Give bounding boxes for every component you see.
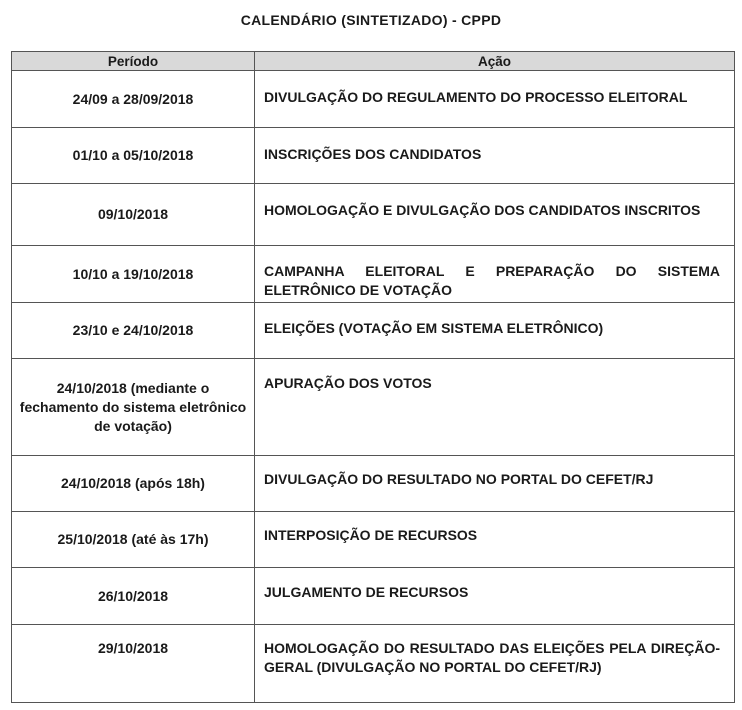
action-cell: INSCRIÇÕES DOS CANDIDATOS xyxy=(255,128,735,184)
table-row xyxy=(12,359,735,456)
period-cell: 23/10 e 24/10/2018 xyxy=(12,303,255,359)
action-cell: DIVULGAÇÃO DO REGULAMENTO DO PROCESSO ELEITORAL xyxy=(255,71,735,128)
period-cell: 29/10/2018 xyxy=(12,625,255,703)
action-cell: HOMOLOGAÇÃO E DIVULGAÇÃO DOS CANDIDATOS INSCRITOS xyxy=(255,184,735,246)
table-row xyxy=(12,184,735,246)
action-cell: INTERPOSIÇÃO DE RECURSOS xyxy=(255,512,735,568)
action-column-header: Ação xyxy=(255,52,735,71)
table-row xyxy=(12,303,735,359)
action-cell: APURAÇÃO DOS VOTOS xyxy=(255,359,735,456)
period-cell: 10/10 a 19/10/2018 xyxy=(12,246,255,303)
document-title: CALENDÁRIO (SINTETIZADO) - CPPD xyxy=(240,12,502,28)
table-row xyxy=(12,568,735,625)
period-cell: 01/10 a 05/10/2018 xyxy=(12,128,255,184)
period-column-header: Período xyxy=(12,52,255,71)
period-cell: 26/10/2018 xyxy=(12,568,255,625)
table-row xyxy=(12,512,735,568)
table-row xyxy=(12,456,735,512)
calendar-table xyxy=(11,51,735,703)
table-row xyxy=(12,128,735,184)
period-cell: 09/10/2018 xyxy=(12,184,255,246)
table-row xyxy=(12,71,735,128)
action-cell: JULGAMENTO DE RECURSOS xyxy=(255,568,735,625)
period-cell: 24/10/2018 (após 18h) xyxy=(12,456,255,512)
period-cell: 25/10/2018 (até às 17h) xyxy=(12,512,255,568)
table-row xyxy=(12,246,735,303)
action-cell: HOMOLOGAÇÃO DO RESULTADO DAS ELEIÇÕES PELA DIREÇÃO-GERAL (DIVULGAÇÃO NO PORTAL DO CEFET/RJ) xyxy=(255,625,735,703)
action-cell: DIVULGAÇÃO DO RESULTADO NO PORTAL DO CEFET/RJ xyxy=(255,456,735,512)
table-header-row xyxy=(12,52,735,71)
action-cell: ELEIÇÕES (VOTAÇÃO EM SISTEMA ELETRÔNICO) xyxy=(255,303,735,359)
table-row xyxy=(12,625,735,703)
action-cell: CAMPANHA ELEITORAL E PREPARAÇÃO DO SISTEMA ELETRÔNICO DE VOTAÇÃO xyxy=(255,246,735,303)
period-cell: 24/09 a 28/09/2018 xyxy=(12,71,255,128)
period-cell: 24/10/2018 (mediante o fechamento do sistema eletrônico de votação) xyxy=(12,359,255,456)
